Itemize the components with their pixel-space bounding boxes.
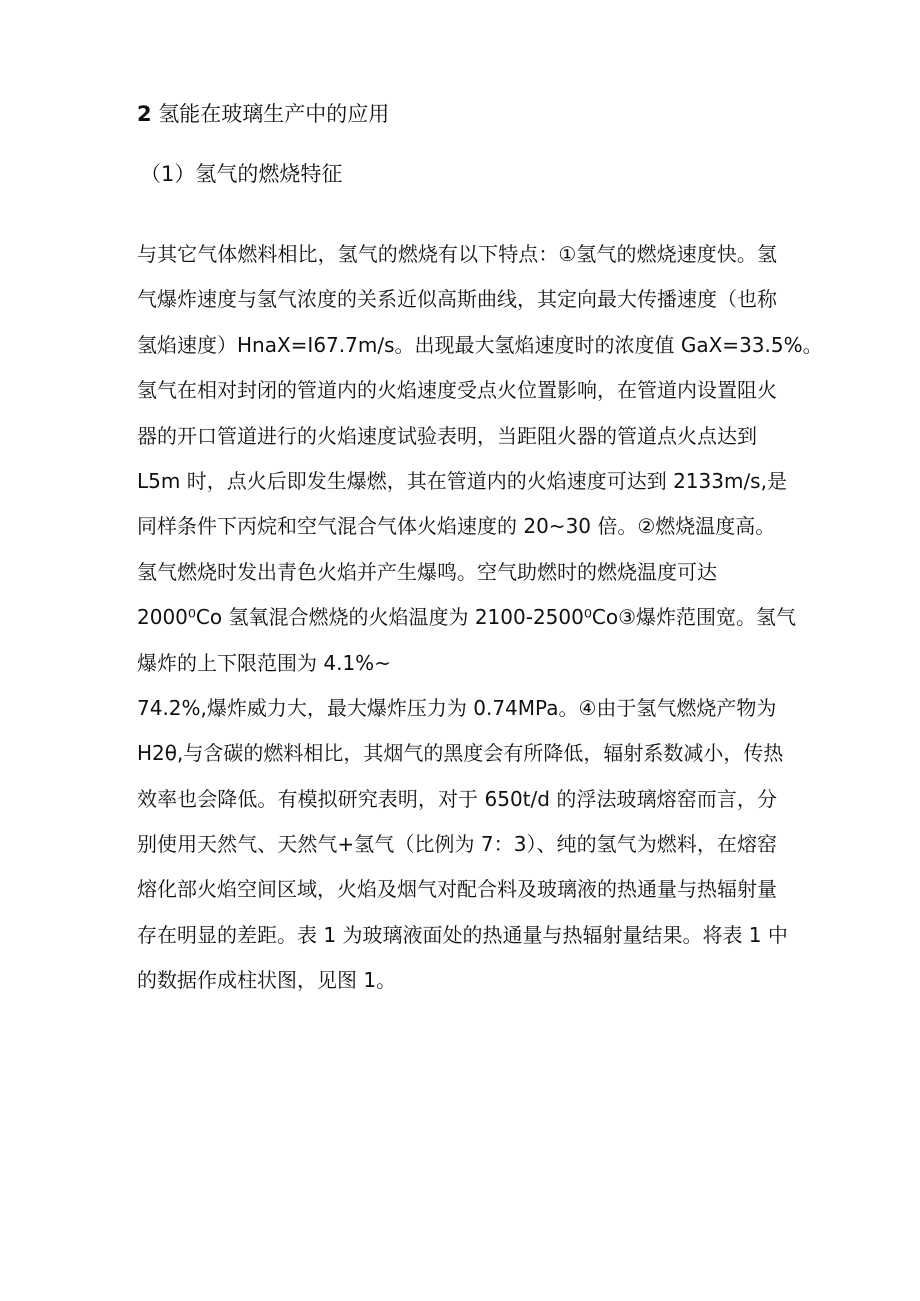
paragraph-line: 氢气燃烧时发出青色火焰并产生爆鸣。空气助燃时的燃烧温度可达 bbox=[137, 559, 717, 584]
paragraph-line: H2θ,与含碳的燃料相比，其烟气的黑度会有所降低，辐射系数减小，传热 bbox=[137, 741, 784, 766]
paragraph-line: 氢气在相对封闭的管道内的火焰速度受点火位置影响，在管道内设置阻火 bbox=[137, 378, 777, 403]
paragraph-line: 2000⁰Co 氢氧混合燃烧的火焰温度为 2100-2500⁰Co③爆炸范围宽。氢气 bbox=[137, 605, 796, 630]
paragraph-line: 氢焰速度）HnaX=I67.7m∕s。出现最大氢焰速度时的浓度值 GaX=33.5%。 bbox=[137, 332, 823, 357]
section-heading bbox=[137, 99, 389, 129]
paragraph-line: 器的开口管道进行的火焰速度试验表明，当距阻火器的管道点火点达到 bbox=[137, 423, 757, 448]
section-number: 2 bbox=[137, 102, 152, 126]
paragraph-line: L5m 时，点火后即发生爆燃，其在管道内的火焰速度可达到 2133m∕s,是 bbox=[137, 468, 787, 493]
section-title: 氢能在玻璃生产中的应用 bbox=[158, 102, 390, 126]
paragraph-line: 气爆炸速度与氢气浓度的关系近似高斯曲线，其定向最大传播速度（也称 bbox=[137, 287, 777, 312]
paragraph-line: 存在明显的差距。表 1 为玻璃液面处的热通量与热辐射量结果。将表 1 中 bbox=[137, 922, 788, 947]
paragraph-line: 别使用天然气、天然气+氢气（比例为 7：3）、纯的氢气为燃料，在熔窑 bbox=[137, 832, 777, 857]
paragraph-line: 爆炸的上下限范围为 4.1%~ bbox=[137, 650, 391, 675]
sub-heading: （1）氢气的燃烧特征 bbox=[140, 162, 343, 186]
paragraph-line: 同样条件下丙烷和空气混合气体火焰速度的 20~30 倍。②燃烧温度高。 bbox=[137, 514, 776, 539]
paragraph-line: 效率也会降低。有模拟研究表明，对于 650t/d 的浮法玻璃熔窑而言，分 bbox=[137, 786, 777, 811]
paragraph-line: 与其它气体燃料相比，氢气的燃烧有以下特点：①氢气的燃烧速度快。氢 bbox=[137, 242, 777, 266]
body-paragraph bbox=[137, 236, 823, 1008]
paragraph-line: 熔化部火焰空间区域，火焰及烟气对配合料及玻璃液的热通量与热辐射量 bbox=[137, 877, 777, 902]
paragraph-line: 的数据作成柱状图，见图 1。 bbox=[137, 968, 397, 993]
paragraph-line: 74.2%,爆炸威力大，最大爆炸压力为 0.74MPa。④由于氢气燃烧产物为 bbox=[137, 695, 777, 720]
